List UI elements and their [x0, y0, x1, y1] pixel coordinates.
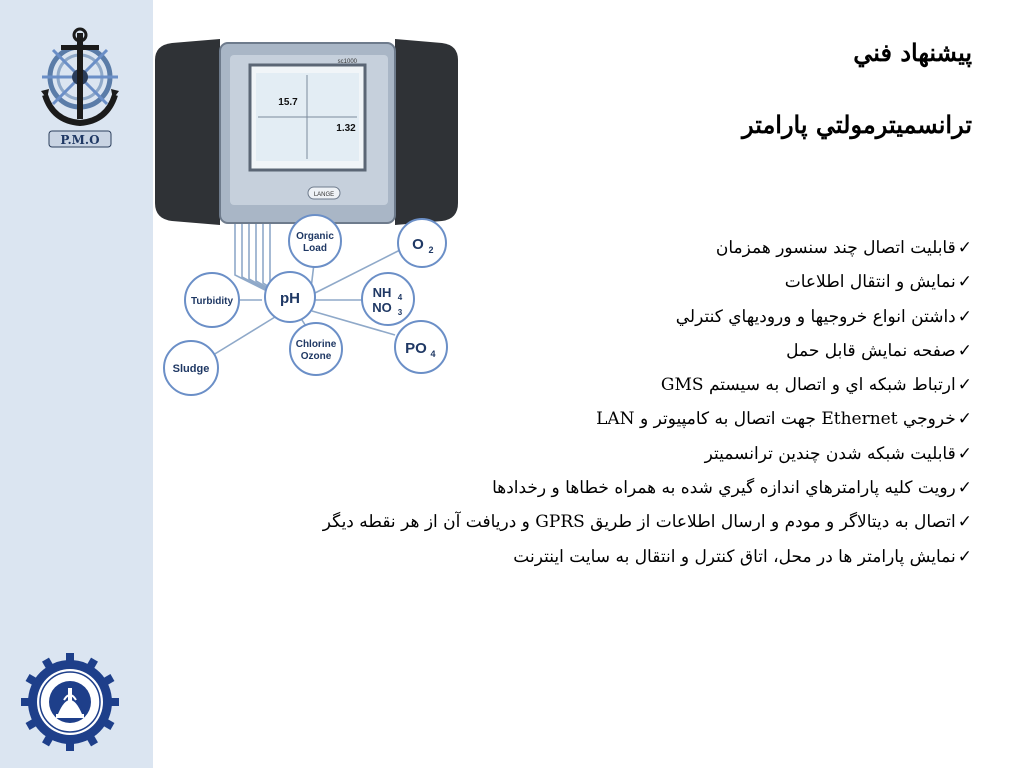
o2-sub: 2 — [428, 245, 434, 255]
device-model: sc1000 — [337, 59, 357, 65]
slide-subtitle: ترانسميترمولتي پارامتر — [741, 110, 972, 139]
list-item: ✓نمايش پارامتر ها در محل، اتاق کنترل و انتقال به سايت اينترنت — [513, 546, 972, 567]
display-value-1: 15.7 — [278, 97, 298, 108]
organic-label-2: Load — [303, 243, 327, 254]
no-sub: 3 — [397, 308, 403, 317]
pmo-logo-text: P.M.O — [60, 133, 100, 147]
check-icon: ✓ — [957, 272, 972, 293]
list-item: ✓قابليت شبکه شدن چندين ترانسميتر — [704, 443, 972, 464]
list-item: ✓قابليت اتصال چند سنسور همزمان — [715, 238, 972, 258]
chlorine-label: Chlorine — [295, 339, 337, 350]
pmo-anchor-logo — [33, 25, 128, 155]
slide-title: پيشنهاد فني — [853, 38, 972, 67]
feature-list — [323, 231, 972, 574]
list-item: ✓داشتن انواع خروجيها و وروديهاي کنترلي — [675, 306, 972, 327]
organic-label-1: Organic — [296, 231, 334, 242]
list-item: ✓نمايش و انتقال اطلاعات — [784, 272, 972, 293]
sludge-label: Sludge — [172, 363, 210, 375]
nh-sub: 4 — [397, 293, 403, 302]
check-icon: ✓ — [957, 478, 972, 499]
turbidity-label: Turbidity — [190, 296, 234, 307]
list-item: ✓خروجي Ethernet جهت اتصال به کامپيوتر و LAN — [596, 409, 972, 430]
device-brand: LANGE — [313, 192, 335, 198]
o2-label: O — [412, 236, 424, 253]
check-icon: ✓ — [957, 238, 972, 258]
university-gear-logo — [20, 652, 120, 752]
no-label: NO — [372, 300, 392, 315]
nh-label: NH — [372, 285, 392, 300]
po-label: PO — [405, 340, 427, 357]
list-item: ✓اتصال به ديتالاگر و مودم و ارسال اطلاعات از طريق GPRS و دريافت آن از هر نقطه ديگر — [322, 512, 972, 533]
check-icon: ✓ — [957, 443, 972, 464]
ph-label: pH — [280, 290, 300, 307]
check-icon: ✓ — [957, 409, 972, 430]
list-item: ✓صفحه نمايش قابل حمل — [786, 340, 972, 361]
check-icon: ✓ — [957, 306, 972, 327]
ozone-label: Ozone — [300, 351, 332, 362]
check-icon: ✓ — [957, 340, 972, 361]
check-icon: ✓ — [957, 546, 972, 567]
check-icon: ✓ — [957, 375, 972, 396]
po-sub: 4 — [430, 349, 436, 359]
list-item: ✓رويت کليه پارامترهاي اندازه گيري شده به همراه خطاها و رخدادها — [492, 478, 972, 499]
check-icon: ✓ — [957, 512, 972, 533]
display-value-2: 1.32 — [336, 123, 356, 134]
list-item: ✓ارتباط شبکه اي و اتصال به سيستم GMS — [660, 375, 972, 396]
